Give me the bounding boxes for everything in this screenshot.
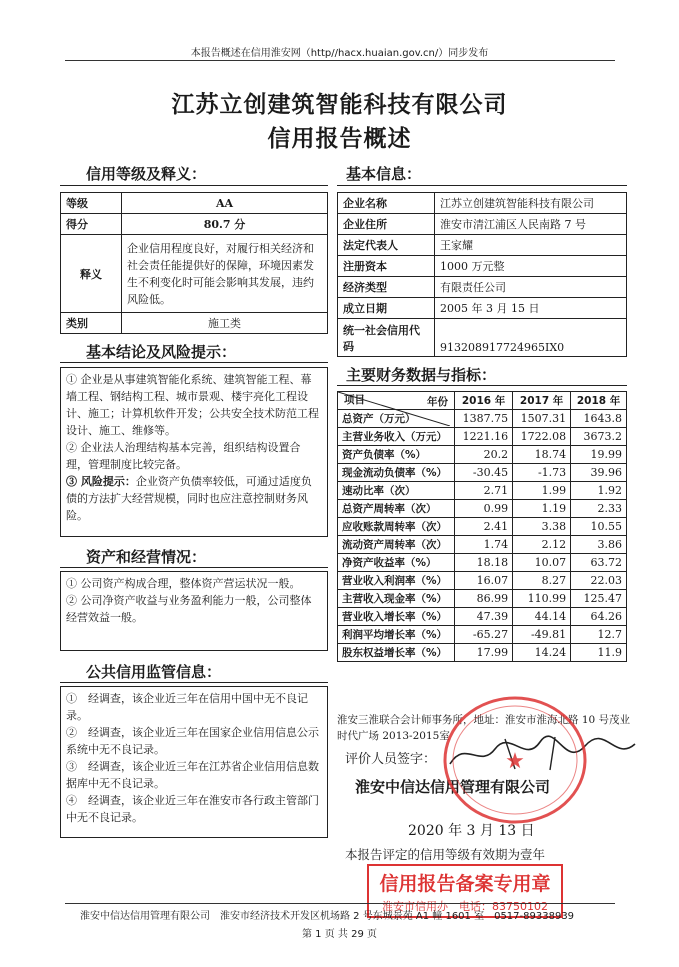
- score-value: 80.7 分: [122, 214, 328, 235]
- finance-row-label: 资产负债率（%）: [338, 446, 455, 464]
- finance-value: 3.86: [571, 536, 627, 554]
- finance-row: [338, 554, 627, 572]
- top-note: 本报告概述在信用淮安网（http//hacx.huaian.gov.cn/）同步发布: [190, 48, 489, 59]
- finance-value: -49.81: [513, 626, 571, 644]
- company-title: 江苏立创建筑智能科技有限公司: [171, 91, 508, 118]
- grade-label: 等级: [61, 193, 122, 214]
- conclusion-p1: ① 企业是从事建筑智能化系统、建筑智能工程、幕墙工程、钢结构工程、城市景观、楼宇亮化工程设计、施工；计算机软件开发；公共安全技术防范工程设计、施工、维修等。: [66, 373, 319, 437]
- finance-value: 63.72: [571, 554, 627, 572]
- basic-info-table: [337, 192, 627, 357]
- finance-value: -1.73: [513, 464, 571, 482]
- finance-value: 1.99: [513, 482, 571, 500]
- assets-heading: 资产和经营情况：: [86, 548, 207, 566]
- category-value: 施工类: [122, 313, 328, 334]
- finance-value: 1387.75: [455, 410, 513, 428]
- supervision-item: ② 经调查，该企业近三年在国家企业信用信息公示系统中无不良记录。: [66, 726, 319, 756]
- finance-row: [338, 572, 627, 590]
- grade-value: AA: [122, 193, 328, 214]
- finance-rows: [338, 410, 627, 662]
- finance-value: 2.41: [455, 518, 513, 536]
- conclusion-p2: ② 企业法人治理结构基本完善，组织结构设置合理，管理制度比较完备。: [66, 441, 301, 471]
- finance-row-label: 利润平均增长率（%）: [338, 626, 455, 644]
- assets-box: [60, 571, 328, 651]
- info-value: 淮安市清江浦区人民南路 7 号: [435, 214, 627, 235]
- validity-note: 本报告评定的信用等级有效期为壹年: [345, 847, 546, 862]
- info-label: 注册资本: [338, 256, 435, 277]
- finance-value: 125.47: [571, 590, 627, 608]
- finance-row: [338, 626, 627, 644]
- conclusion-p3: [66, 473, 322, 524]
- finance-value: -30.45: [455, 464, 513, 482]
- finance-row-label: 主营业务收入（万元）: [338, 428, 455, 446]
- info-value: 2005 年 3 月 15 日: [435, 298, 627, 319]
- report-title: 信用报告概述: [267, 125, 412, 152]
- finance-table: [337, 391, 627, 662]
- supervision-underline: [60, 682, 328, 683]
- finance-row: [338, 518, 627, 536]
- finance-row-label: 主营收入现金率（%）: [338, 590, 455, 608]
- finance-value: 10.07: [513, 554, 571, 572]
- year-header: 2018 年: [571, 392, 627, 410]
- finance-value: 64.26: [571, 608, 627, 626]
- finance-value: 17.99: [455, 644, 513, 662]
- supervision-item: ① 经调查，该企业近三年在信用中国中无不良记录。: [66, 692, 308, 722]
- page-number: 第 1 页 共 29 页: [302, 929, 377, 940]
- finance-row: [338, 464, 627, 482]
- finance-row: [338, 500, 627, 518]
- bottom-divider: [65, 903, 615, 904]
- supervision-box: [60, 686, 328, 838]
- info-label: 成立日期: [338, 298, 435, 319]
- finance-value: 1722.08: [513, 428, 571, 446]
- finance-value: 20.2: [455, 446, 513, 464]
- evaluator-label: 评价人员签字：: [345, 752, 437, 767]
- corner-item: 项目: [344, 394, 365, 406]
- info-label: 经济类型: [338, 277, 435, 298]
- info-value: 1000 万元整: [435, 256, 627, 277]
- finance-value: 22.03: [571, 572, 627, 590]
- meaning-label: 释义: [61, 235, 122, 313]
- finance-row-label: 股东权益增长率（%）: [338, 644, 455, 662]
- finance-row: [338, 446, 627, 464]
- finance-heading: 主要财务数据与指标：: [346, 366, 497, 384]
- score-label: 得分: [61, 214, 122, 235]
- meaning-value: 企业信用程度良好，对履行相关经济和社会责任能提供好的保障，环境因素发生不利变化时可能会影响其发展，违约风险低。: [122, 235, 328, 313]
- year-header: 2016 年: [455, 392, 513, 410]
- finance-row-label: 现金流动负债率（%）: [338, 464, 455, 482]
- credit-heading: 信用等级及释义：: [86, 165, 207, 183]
- finance-value: 18.74: [513, 446, 571, 464]
- finance-value: 1221.16: [455, 428, 513, 446]
- finance-value: 19.99: [571, 446, 627, 464]
- info-value: 913208917724965IX0: [435, 319, 627, 357]
- info-label: 企业住所: [338, 214, 435, 235]
- info-value: 王家耀: [435, 235, 627, 256]
- risk-text: 企业资产负债率较低，可通过适度负债的方法扩大经营规模，同时也应注意控制财务风险。: [66, 475, 312, 522]
- finance-value: 2.33: [571, 500, 627, 518]
- finance-row-label: 营业收入增长率（%）: [338, 608, 455, 626]
- info-value: 江苏立创建筑智能科技有限公司: [435, 193, 627, 214]
- info-label: 统一社会信用代码: [338, 319, 435, 357]
- assets-underline: [60, 567, 328, 568]
- conclusion-underline: [60, 362, 328, 363]
- finance-row-label: 净资产收益率（%）: [338, 554, 455, 572]
- supervision-item: ③ 经调查，该企业近三年在江苏省企业信用信息数据库中无不良记录。: [66, 760, 319, 790]
- finance-row-label: 速动比率（次）: [338, 482, 455, 500]
- corner-year: 年份: [427, 396, 448, 408]
- finance-value: 1.92: [571, 482, 627, 500]
- credit-underline: [60, 185, 328, 186]
- finance-row-label: 流动资产周转率（次）: [338, 536, 455, 554]
- finance-value: 3.38: [513, 518, 571, 536]
- footer-address: 淮安中信达信用管理有限公司 淮安市经济技术开发区机场路 2 号东城景苑 A1 幢 1601 室 0517-89338939: [80, 911, 575, 922]
- stamp-line1: 信用报告备案专用章: [379, 873, 551, 895]
- finance-value: 2.71: [455, 482, 513, 500]
- finance-value: 1643.8: [571, 410, 627, 428]
- company-seal: [440, 690, 590, 830]
- report-date: 2020 年 3 月 13 日: [408, 823, 535, 839]
- info-label: 法定代表人: [338, 235, 435, 256]
- supervision-heading: 公共信用监管信息：: [86, 663, 222, 681]
- finance-value: 11.9: [571, 644, 627, 662]
- finance-row-label: 总资产（万元）: [338, 410, 455, 428]
- finance-corner-cell: [338, 392, 455, 410]
- category-label: 类别: [61, 313, 122, 334]
- finance-row: [338, 608, 627, 626]
- finance-underline: [337, 385, 627, 386]
- finance-value: 39.96: [571, 464, 627, 482]
- credit-table: [60, 192, 328, 334]
- top-divider: [65, 60, 615, 61]
- svg-text:★: ★: [505, 749, 525, 774]
- stamp-line2: 淮安市信用办 电话：83750102: [382, 900, 548, 913]
- finance-value: 86.99: [455, 590, 513, 608]
- finance-value: 18.18: [455, 554, 513, 572]
- finance-value: 47.39: [455, 608, 513, 626]
- info-label: 企业名称: [338, 193, 435, 214]
- finance-value: 14.24: [513, 644, 571, 662]
- finance-row: [338, 428, 627, 446]
- finance-row: [338, 644, 627, 662]
- year-header: 2017 年: [513, 392, 571, 410]
- auditor-info: 淮安三淮联合会计师事务所，地址：淮安市淮海北路 10 号茂业时代广场 2013-2015室: [337, 714, 631, 742]
- finance-row: [338, 536, 627, 554]
- finance-value: 12.7: [571, 626, 627, 644]
- finance-value: 2.12: [513, 536, 571, 554]
- finance-value: -65.27: [455, 626, 513, 644]
- finance-row-label: 应收账款周转率（次）: [338, 518, 455, 536]
- conclusion-heading: 基本结论及风险提示：: [86, 343, 237, 361]
- finance-row-label: 营业收入利润率（%）: [338, 572, 455, 590]
- assets-p1: ① 公司资产构成合理，整体资产营运状况一般。: [66, 577, 301, 590]
- conclusion-box: [60, 367, 328, 537]
- finance-value: 8.27: [513, 572, 571, 590]
- basic-info-underline: [337, 185, 627, 186]
- finance-row: [338, 590, 627, 608]
- finance-value: 3673.2: [571, 428, 627, 446]
- finance-row-label: 总资产周转率（次）: [338, 500, 455, 518]
- supervision-item: ④ 经调查，该企业近三年在淮安市各行政主管部门中无不良记录。: [66, 794, 319, 824]
- finance-value: 110.99: [513, 590, 571, 608]
- finance-value: 1.19: [513, 500, 571, 518]
- finance-value: 10.55: [571, 518, 627, 536]
- finance-value: 1507.31: [513, 410, 571, 428]
- issuer-company: 淮安中信达信用管理有限公司: [355, 778, 551, 796]
- finance-value: 44.14: [513, 608, 571, 626]
- finance-value: 16.07: [455, 572, 513, 590]
- finance-value: 0.99: [455, 500, 513, 518]
- risk-label: ③ 风险提示：: [66, 475, 136, 488]
- finance-row: [338, 482, 627, 500]
- info-value: 有限责任公司: [435, 277, 627, 298]
- basic-info-heading: 基本信息：: [346, 165, 422, 183]
- assets-p2: ② 公司净资产收益与业务盈利能力一般，公司整体经营效益一般。: [66, 594, 312, 624]
- finance-value: 1.74: [455, 536, 513, 554]
